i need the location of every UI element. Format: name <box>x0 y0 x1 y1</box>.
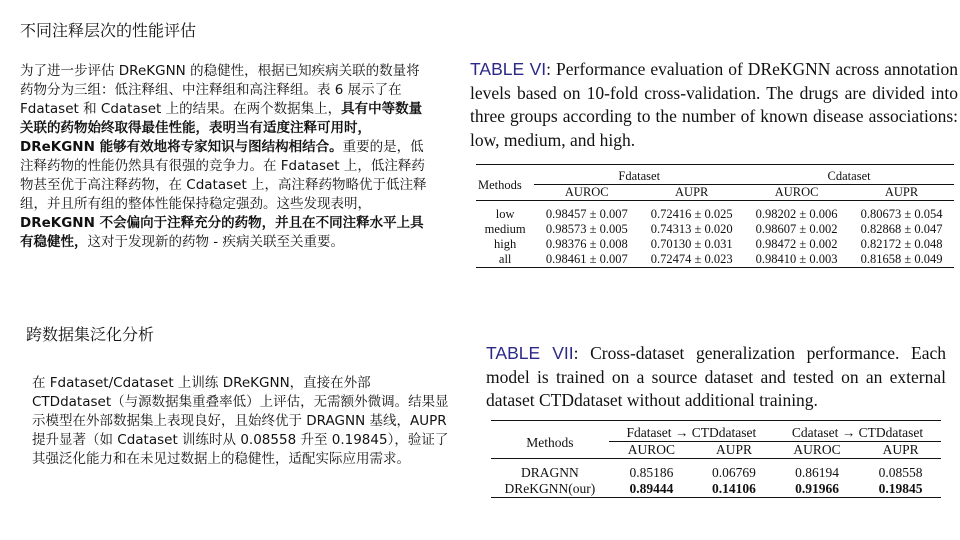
row-label: low <box>495 207 515 221</box>
body-text: 重要的是，低注释药物的性能仍然具有很强的竞争力。在 Fdataset 上，低注释药物甚至优于高注释药物，在 Cdataset 上，高注释药物略优于低注释组，并且所有组的整体性能保持稳定强劲。这些发现表明， <box>20 139 427 212</box>
table7-subheader: AUPR <box>882 442 919 457</box>
table-row <box>476 237 954 252</box>
table-row <box>491 481 941 498</box>
annotation-levels-paragraph <box>20 62 430 252</box>
table6-subheader: AUROC <box>774 185 819 199</box>
table-row <box>476 222 954 237</box>
row-label: DReKGNN(our) <box>504 481 596 496</box>
table-cell: 0.98202 ± 0.006 <box>755 207 838 221</box>
row-label: medium <box>484 222 526 236</box>
row-label: DRAGNN <box>520 465 579 480</box>
table7 <box>491 420 941 498</box>
emphasis-text: DReKGNN 不会偏向于注释充分的药物，并且在不同注释水平上具有稳健性， <box>20 215 424 250</box>
table7-caption-text: : Cross-dataset generalization performance. Each model is trained on a source dataset and tested on an external dataset CTDdataset without additional training. <box>486 343 946 410</box>
table7-group-header: Fdataset → CTDdataset <box>609 421 774 442</box>
table6-methods-header: Methods <box>478 178 522 192</box>
body-text: 这对于发现新的药物 - 疾病关联至关重要。 <box>87 234 344 250</box>
table-cell: 0.98573 ± 0.005 <box>545 222 628 236</box>
emphasis-text: 具有中等数量关联的药物始终取得最佳性能，表明当有适度注释可用时，DReKGNN 能够有效地将专家知识与图结构相结合。 <box>20 101 423 155</box>
table7-label: TABLE VII <box>486 343 574 363</box>
section-title-annotation-levels: 不同注释层次的性能评估 <box>20 21 197 40</box>
table-cell: 0.14106 <box>712 481 756 496</box>
row-label: all <box>498 252 512 266</box>
table6-subheader: AUROC <box>564 185 609 199</box>
table-cell: 0.98410 ± 0.003 <box>755 252 838 266</box>
table-row <box>491 465 941 481</box>
table-cell: 0.82868 ± 0.047 <box>860 222 943 236</box>
table-cell: 0.70130 ± 0.031 <box>650 237 733 251</box>
table-cell: 0.06769 <box>712 465 756 480</box>
table-cell: 0.19845 <box>878 481 923 496</box>
table-cell: 0.74313 ± 0.020 <box>650 222 733 236</box>
table7-subheader: AUROC <box>793 442 841 457</box>
table6-subheader: AUPR <box>884 185 919 199</box>
table6-caption <box>470 58 958 152</box>
table-cell: 0.72474 ± 0.023 <box>650 252 733 266</box>
table-cell: 0.98472 ± 0.002 <box>755 237 838 251</box>
table-cell: 0.82172 ± 0.048 <box>860 237 943 251</box>
table6-group-header: Cdataset <box>744 165 954 185</box>
body-text: 为了进一步评估 DReKGNN 的稳健性，根据已知疾病关联的数量将药物分为三组：低注释组、中注释组和高注释组。表 6 展示了在 Fdataset 和 Cdataset 上的结果。在两个数据集上， <box>20 63 420 117</box>
table7-caption <box>486 342 946 413</box>
table7-subheader: AUPR <box>715 442 752 457</box>
table7-group-header: Cdataset → CTDdataset <box>774 421 941 442</box>
row-label: high <box>494 237 517 251</box>
table-cell: 0.86194 <box>795 465 839 480</box>
cross-dataset-paragraph: 在 Fdataset/Cdataset 上训练 DReKGNN，直接在外部 CTDdataset（与源数据集重叠率低）上评估，无需额外微调。结果显示模型在外部数据集上表现良好，且始终优于 DRAGNN 基线，AUPR 提升显著（如 Cdataset 训练时从 0.08558 升至 0.19845），验证了其强泛化能力和在未见过数据上的稳健性，适配实际应用需求。 <box>32 375 449 467</box>
table6-caption-text: : Performance evaluation of DReKGNN across annotation levels based on 10-fold cross-validation. The drugs are divided into three groups according to the number of known disease associations: low, medium, and high. <box>470 59 958 150</box>
section-title-cross-dataset: 跨数据集泛化分析 <box>26 325 155 344</box>
table-cell: 0.72416 ± 0.025 <box>650 207 733 221</box>
table-cell: 0.98607 ± 0.002 <box>755 222 838 236</box>
table-row <box>476 252 954 268</box>
table-cell: 0.89444 <box>629 481 674 496</box>
table-cell: 0.80673 ± 0.054 <box>860 207 943 221</box>
table-cell: 0.85186 <box>629 465 674 480</box>
table6-group-header: Fdataset <box>534 165 744 185</box>
table-cell: 0.98376 ± 0.008 <box>545 237 628 251</box>
table-cell: 0.98461 ± 0.007 <box>545 252 628 266</box>
table6-subheader: AUPR <box>675 185 709 199</box>
table-row <box>476 207 954 222</box>
table7-methods-header: Methods <box>526 434 574 450</box>
table7-subheader: AUROC <box>627 442 676 457</box>
table-cell: 0.91966 <box>795 481 839 496</box>
table-cell: 0.08558 <box>878 465 923 480</box>
table-cell: 0.98457 ± 0.007 <box>545 207 628 221</box>
table6-label: TABLE VI <box>470 59 547 79</box>
table6 <box>476 164 954 268</box>
table-cell: 0.81658 ± 0.049 <box>860 252 943 266</box>
